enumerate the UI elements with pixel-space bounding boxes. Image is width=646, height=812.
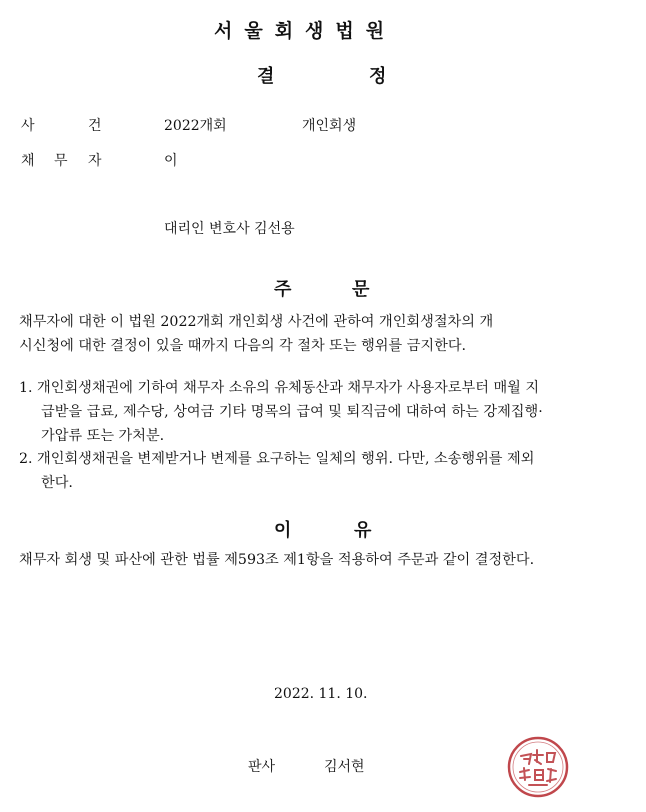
order-item-1-line-3: 가압류 또는 가처분. (41, 428, 165, 444)
reason-heading-first: 이 (274, 520, 292, 541)
decision-date: 2022. 11. 10. (274, 686, 368, 702)
court-name: 서울회생법원 (214, 20, 397, 42)
order-item-2-line-1: 2. 개인회생채권을 변제받거나 변제를 요구하는 일체의 행위. 다만, 소송행위를 제외 (19, 451, 535, 467)
order-item-1-line-2: 급받을 급료, 제수당, 상여금 기타 명목의 급여 및 퇴직금에 대하여 하는 강제집행· (41, 404, 543, 420)
case-number: 2022개회 (164, 118, 227, 134)
order-item-2-line-2: 한다. (41, 475, 73, 491)
judge-label: 판사 (248, 759, 276, 775)
doc-type-first: 결 (257, 66, 275, 87)
debtor-label-3: 자 (88, 153, 102, 169)
order-item-1-line-1: 1. 개인회생채권에 기하여 채무자 소유의 유체동산과 채무자가 사용자로부터 매월 지 (19, 380, 540, 396)
judge-name: 김서현 (324, 759, 365, 775)
debtor-name: 이 (164, 153, 178, 169)
case-label-2: 건 (88, 118, 102, 134)
order-heading-second: 문 (352, 279, 370, 300)
debtor-label-2: 무 (54, 153, 68, 169)
order-intro-line-1: 채무자에 대한 이 법원 2022개회 개인회생 사건에 관하여 개인회생절차의 개 (19, 314, 494, 330)
doc-type-second: 정 (369, 66, 387, 87)
case-label-1: 사 (21, 118, 35, 134)
agent-line: 대리인 변호사 김선용 (164, 221, 295, 237)
order-heading-first: 주 (274, 279, 292, 300)
reason-heading-second: 유 (354, 520, 372, 541)
judge-seal-stamp (507, 736, 569, 798)
order-intro-line-2: 시신청에 대한 결정이 있을 때까지 다음의 각 절차 또는 행위를 금지한다. (19, 338, 467, 354)
reason-text: 채무자 회생 및 파산에 관한 법률 제593조 제1항을 적용하여 주문과 같이 결정한다. (19, 552, 535, 568)
debtor-label-1: 채 (21, 153, 35, 169)
case-type: 개인회생 (302, 118, 357, 134)
